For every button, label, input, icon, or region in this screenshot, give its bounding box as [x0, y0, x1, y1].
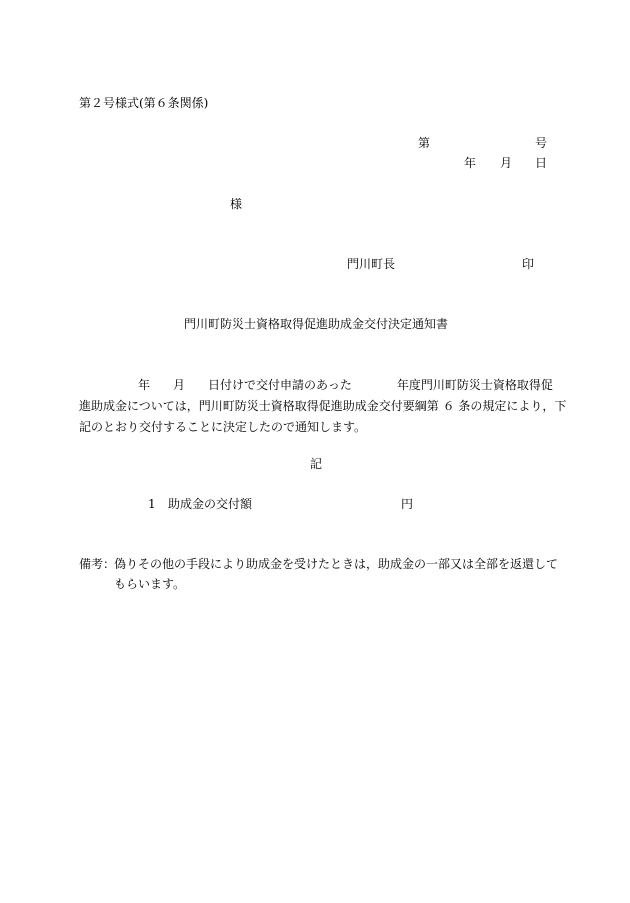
- recipient-suffix: 様: [230, 197, 243, 211]
- body-month: 月: [173, 378, 186, 392]
- body-paragraph: [79, 375, 567, 438]
- form-number: 第２号様式(第６条関係): [79, 96, 209, 110]
- date-day: 日: [535, 156, 548, 170]
- item-number: 1: [148, 497, 156, 511]
- ki-heading: 記: [310, 457, 323, 471]
- body-day-text: 日付けで交付申請のあった: [208, 378, 352, 392]
- document-title: 門川町防災士資格取得促進助成金交付決定通知書: [184, 317, 449, 331]
- item-label: 助成金の交付額: [168, 497, 253, 511]
- document-number-prefix: 第: [418, 136, 431, 150]
- body-year: 年: [138, 378, 151, 392]
- date-year: 年: [464, 156, 477, 170]
- note-line-1: 偽りその他の手段により助成金を受けたときは，助成金の一部又は全部を返還して: [114, 557, 559, 571]
- document-number-suffix: 号: [535, 136, 548, 150]
- item-unit: 円: [401, 497, 414, 511]
- note-label: 備考：: [79, 557, 116, 571]
- body-line-1-end: 年度門川町防災士資格取得促: [396, 378, 553, 392]
- note-line-2: もらいます。: [114, 577, 186, 591]
- body-line-2: 進助成金については，門川町防災士資格取得促進助成金交付要綱第 ６ 条の規定により，下: [79, 399, 567, 413]
- issuer-seal: 印: [522, 257, 535, 271]
- body-line-3: 記のとおり交付することに決定したので通知します。: [79, 420, 367, 434]
- body-line-1: [79, 375, 555, 396]
- date-month: 月: [500, 156, 513, 170]
- issuer-name: 門川町長: [347, 257, 396, 271]
